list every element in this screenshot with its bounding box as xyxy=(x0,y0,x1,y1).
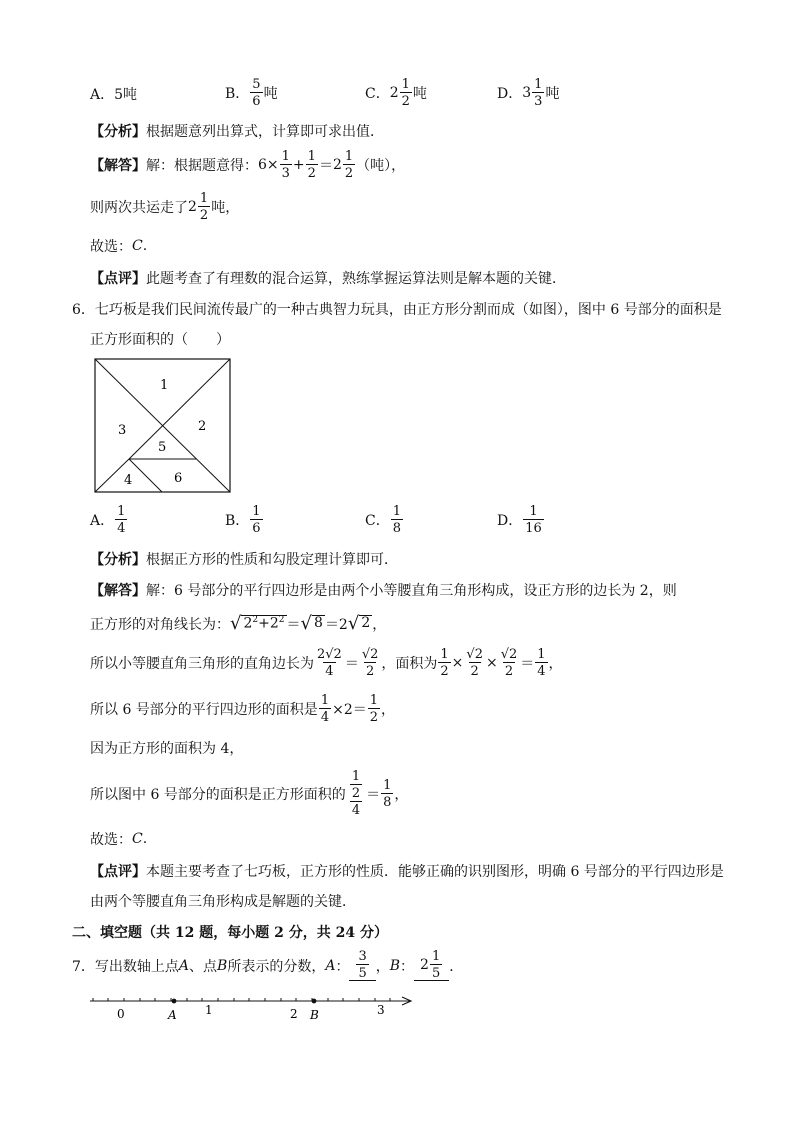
expr-part: + xyxy=(258,615,270,632)
stem-text: ． xyxy=(449,958,464,975)
fraction: $\frac{1}{2}$ xyxy=(344,149,354,181)
q6-comment-line2: 由两个等腰直角三角形构成是解题的关键． xyxy=(90,894,356,910)
expr-part: ， xyxy=(548,656,563,672)
fraction: $\frac{1}{4}$ xyxy=(320,693,330,725)
stem-text: ， xyxy=(375,958,390,975)
tangram-label-2: 2 xyxy=(198,419,207,434)
choice-end: . xyxy=(142,831,148,847)
stem-text: 所表示的分数， xyxy=(227,958,326,975)
q6-square-area: 因为正方形的面积为 4， xyxy=(90,741,244,757)
radical-sign: √ xyxy=(230,613,242,634)
expr-part: ＝ xyxy=(286,617,301,633)
expr-part: × xyxy=(451,655,464,671)
complex-fraction xyxy=(347,770,365,817)
option-label: D． xyxy=(497,86,523,102)
radicand: 2 xyxy=(361,615,371,631)
expr-part: ＝ xyxy=(318,158,333,174)
fraction: $\frac{1}{3}$ xyxy=(534,77,543,109)
option-label: C． xyxy=(365,86,390,102)
tangram-label-6: 6 xyxy=(174,471,183,486)
option-label: A． xyxy=(90,513,115,529)
comment-text: 此题考查了有理数的混合运算，熟练掌握运算法则是解本题的关键． xyxy=(146,271,566,287)
choice-end: . xyxy=(142,238,148,254)
option-label: A． xyxy=(90,87,115,103)
option-unit: 吨 xyxy=(545,86,560,102)
fraction: $\frac{1}{8}$ xyxy=(383,777,392,810)
expr-part: ， xyxy=(394,786,409,803)
whole-number: 2 xyxy=(188,199,197,215)
solution-text: 所以图中 6 号部分的面积是正方形面积的 xyxy=(90,786,346,803)
exponent: 2 xyxy=(278,615,285,625)
q5-option-c xyxy=(365,78,427,108)
tangram-label-5: 5 xyxy=(158,440,167,455)
q5-option-a xyxy=(90,84,137,104)
q5-option-d xyxy=(497,78,559,108)
sqrt-expression xyxy=(230,615,287,633)
expr-part: ＝ xyxy=(520,656,535,672)
expr-part: + xyxy=(292,157,305,173)
option-label: B． xyxy=(225,86,250,102)
q6-option-c xyxy=(365,505,404,535)
fraction: $\frac{1}{2}$ xyxy=(351,769,361,801)
radical-sign: √ xyxy=(300,613,313,634)
point-name: A xyxy=(325,957,336,974)
solution-text: 所以 6 号部分的平行四边形的面积是 xyxy=(90,702,318,718)
choice-letter: C xyxy=(132,238,143,254)
option-text: 5吨 xyxy=(114,87,138,103)
tangram-piece4-edge xyxy=(129,459,162,492)
fraction: $\frac{√2}{2}$ xyxy=(466,647,483,679)
section-heading: 二、填空题（共 12 题，每小题 2 分，共 24 分） xyxy=(72,925,388,941)
point-b-dot xyxy=(312,999,317,1004)
fraction: $\frac{1}{3}$ xyxy=(281,149,290,181)
stem-text: ： xyxy=(335,958,350,975)
conclusion-text: 吨， xyxy=(211,200,240,216)
fraction: $\frac{1}{2}$ xyxy=(199,191,209,223)
solution-text: ，面积为 xyxy=(381,656,438,672)
solution-intro: 解：根据题意得： xyxy=(146,158,258,174)
exponent: 2 xyxy=(252,615,259,625)
solution-text: 解：6 号部分的平行四边形是由两个小等腰直角三角形构成，设正方形的边长为 2，则 xyxy=(146,583,677,599)
whole-number: 2 xyxy=(389,85,399,101)
q6-analysis xyxy=(90,549,398,569)
point-label-b: B xyxy=(310,1008,319,1022)
expr-part: ×2＝ xyxy=(332,702,367,718)
expr-part: ， xyxy=(381,702,396,718)
tangram-label-1: 1 xyxy=(160,378,169,393)
conclusion-text: 则两次共运走了 xyxy=(90,200,188,216)
q6-leg-line xyxy=(90,648,563,678)
q5-choice xyxy=(90,236,147,256)
expr-part: ， xyxy=(372,617,387,633)
radicand xyxy=(241,615,286,632)
stem-text: ： xyxy=(400,958,415,975)
expr-part: ＝ xyxy=(366,786,381,803)
analysis-text: 根据题意列出算式，计算即可求出值． xyxy=(146,124,384,140)
expr-part: ＝2 xyxy=(324,617,348,633)
choice-text: 故选： xyxy=(90,832,132,848)
complex-numerator xyxy=(347,770,365,801)
q5-analysis xyxy=(90,121,384,141)
analysis-tag: 【分析】 xyxy=(90,124,146,140)
point-a-dot xyxy=(172,999,177,1004)
q6-comment xyxy=(90,861,724,881)
whole-number: 2 xyxy=(420,957,429,973)
tangram-diagonal-2 xyxy=(129,359,230,459)
radical-sign: √ xyxy=(347,613,360,634)
expr-part: 2 xyxy=(243,615,253,632)
option-label: C． xyxy=(365,513,390,529)
stem-text: 、点 xyxy=(189,958,218,975)
fraction: $\frac{5}{6}$ xyxy=(252,77,261,109)
fraction: $\frac{1}{2}$ xyxy=(401,77,410,109)
q6-stem-line2: 正方形面积的（ ） xyxy=(90,332,230,348)
fraction: $\frac{1}{4}$ xyxy=(537,647,546,679)
fraction: $\frac{1}{2}$ xyxy=(440,647,449,679)
comment-text: 本题主要考查了七巧板，正方形的性质．能够正确的识别图形，明确 6 号部分的平行四边形是 xyxy=(146,864,724,880)
fraction: $\frac{1}{16}$ xyxy=(525,504,542,536)
q6-choice xyxy=(90,829,147,849)
expr-part: ＝ xyxy=(344,656,359,672)
point-name: A xyxy=(178,957,190,974)
solution-tag: 【解答】 xyxy=(90,158,146,174)
tick-label-2: 2 xyxy=(290,1007,298,1021)
q6-parallelogram-line xyxy=(90,694,395,724)
analysis-tag: 【分析】 xyxy=(90,552,146,568)
q6-final-line xyxy=(90,770,408,817)
comment-tag: 【点评】 xyxy=(90,271,146,287)
complex-denominator: 4 xyxy=(351,803,361,818)
solution-text: 所以小等腰直角三角形的直角边长为 xyxy=(90,656,314,672)
q6-option-a xyxy=(90,505,128,535)
q6-option-d xyxy=(497,505,545,535)
whole-number: 2 xyxy=(332,157,342,173)
answer-blank-b xyxy=(414,950,449,981)
stem-text: 7．写出数轴上点 xyxy=(72,958,179,975)
radicand: 8 xyxy=(314,615,323,631)
q5-comment xyxy=(90,268,566,288)
fraction: $\frac{1}{2}$ xyxy=(307,149,316,181)
option-label: B． xyxy=(225,513,250,529)
fraction: $\frac{1}{5}$ xyxy=(431,949,441,981)
sqrt-expression xyxy=(301,615,325,633)
fraction: $\frac{1}{6}$ xyxy=(252,504,261,536)
point-name: B xyxy=(389,957,401,974)
tangram-figure xyxy=(94,358,232,494)
fraction: $\frac{2√2}{4}$ xyxy=(317,647,342,679)
q6-diagonal-line xyxy=(90,614,386,634)
expr-part: （吨）， xyxy=(356,158,406,174)
answer-blank-a xyxy=(349,950,375,981)
tick-label-1: 1 xyxy=(205,1003,213,1017)
solution-tag: 【解答】 xyxy=(90,583,146,599)
choice-text: 故选： xyxy=(90,239,132,255)
expr-part: × xyxy=(485,655,498,671)
expr-part: 6× xyxy=(258,157,279,173)
tick-label-3: 3 xyxy=(377,1003,385,1017)
fraction: $\frac{√2}{2}$ xyxy=(361,647,379,679)
point-name: B xyxy=(217,957,228,974)
tick-label-0: 0 xyxy=(117,1007,125,1021)
fraction: $\frac{3}{5}$ xyxy=(358,949,367,981)
q5-option-b xyxy=(225,78,278,108)
comment-tag: 【点评】 xyxy=(90,864,146,880)
number-line xyxy=(88,990,418,1024)
option-unit: 吨 xyxy=(263,86,278,102)
analysis-text: 根据正方形的性质和勾股定理计算即可． xyxy=(146,552,398,568)
q5-solution xyxy=(90,150,405,180)
q5-conclusion xyxy=(90,192,239,222)
q6-option-b xyxy=(225,505,264,535)
option-unit: 吨 xyxy=(412,86,427,102)
point-label-a: A xyxy=(168,1008,177,1022)
fraction: $\frac{1}{2}$ xyxy=(369,693,379,725)
sqrt-expression xyxy=(348,615,372,633)
expr-part: 2 xyxy=(269,615,279,632)
q7-stem xyxy=(72,950,463,981)
q6-solution xyxy=(90,580,677,600)
fraction: $\frac{√2}{2}$ xyxy=(500,647,518,679)
whole-number: 3 xyxy=(522,85,532,101)
tangram-label-3: 3 xyxy=(118,423,127,438)
fraction: $\frac{1}{8}$ xyxy=(392,504,401,536)
solution-text: 正方形的对角线长为： xyxy=(90,617,230,633)
q6-stem-line1: 6．七巧板是我们民间流传最广的一种古典智力玩具，由正方形分割而成（如图），图中 6 号部分的面积是 xyxy=(72,302,722,318)
option-label: D． xyxy=(497,513,523,529)
tangram-label-4: 4 xyxy=(124,473,133,488)
fraction: $\frac{1}{4}$ xyxy=(117,504,126,536)
choice-letter: C xyxy=(132,831,143,847)
